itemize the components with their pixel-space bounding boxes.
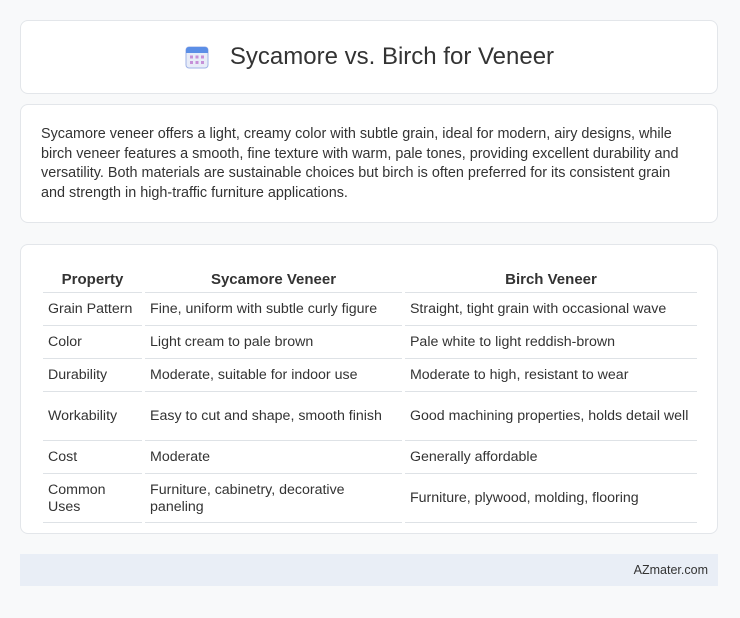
calendar-icon [184, 44, 210, 70]
table-cell: Moderate [145, 443, 402, 474]
column-header-sycamore: Sycamore Veneer [145, 267, 402, 293]
table-cell: Moderate to high, resistant to wear [405, 361, 697, 392]
table-cell: Light cream to pale brown [145, 328, 402, 359]
table-cell: Workability [43, 394, 142, 441]
table-cell: Common Uses [43, 476, 142, 523]
table-cell: Easy to cut and shape, smooth finish [145, 394, 402, 441]
table-cell: Furniture, plywood, molding, flooring [405, 476, 697, 523]
table-cell: Moderate, suitable for indoor use [145, 361, 402, 392]
table-row [43, 476, 697, 523]
comparison-table [40, 265, 700, 525]
table-row [43, 443, 697, 474]
table-cell: Pale white to light reddish-brown [405, 328, 697, 359]
table-header-row [43, 267, 697, 293]
footer [20, 554, 718, 586]
table-cell: Durability [43, 361, 142, 392]
table-row [43, 328, 697, 359]
table-cell: Color [43, 328, 142, 359]
table-cell: Cost [43, 443, 142, 474]
table-cell: Good machining properties, holds detail well [405, 394, 697, 441]
column-header-birch: Birch Veneer [405, 267, 697, 293]
table-row [43, 361, 697, 392]
table-row [43, 295, 697, 326]
table-row [43, 394, 697, 441]
page-title: Sycamore vs. Birch for Veneer [229, 43, 555, 70]
comparison-table-card [20, 244, 718, 534]
table-cell: Grain Pattern [43, 295, 142, 326]
table-cell: Straight, tight grain with occasional wave [405, 295, 697, 326]
footer-site-link[interactable]: AZmater.com [633, 563, 708, 577]
summary-text: Sycamore veneer offers a light, creamy color with subtle grain, ideal for modern, airy designs, while birch veneer features a smooth, fine texture with warm, pale tones, providing excellent durability and versatility. Both materials are sustainable choices but birch is often preferred for its consistent grain and strength in high-traffic furniture applications. [41, 126, 679, 201]
table-cell: Furniture, cabinetry, decorative paneling [145, 476, 402, 523]
column-header-property: Property [43, 267, 142, 293]
table-cell: Generally affordable [405, 443, 697, 474]
summary-card [20, 104, 718, 223]
title-card [20, 20, 718, 94]
table-cell: Fine, uniform with subtle curly figure [145, 295, 402, 326]
